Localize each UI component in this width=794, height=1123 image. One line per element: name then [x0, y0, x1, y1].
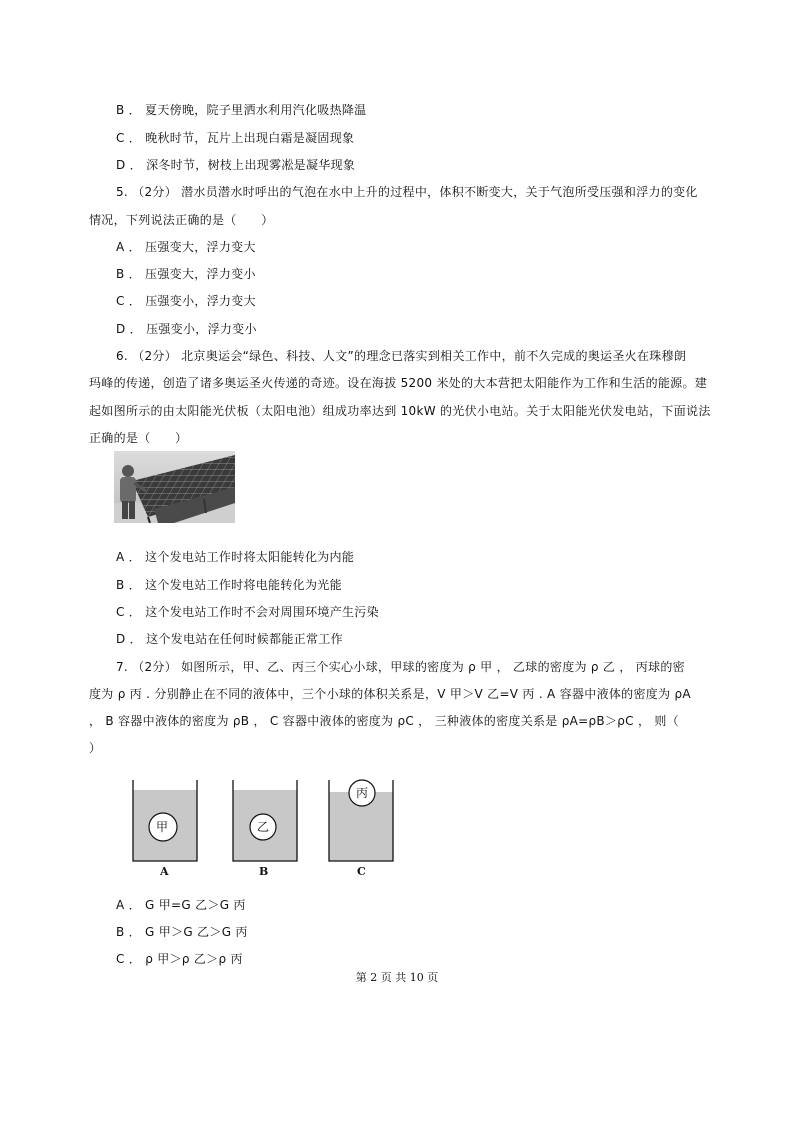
q6-option-a: A ． 这个发电站工作时将太阳能转化为内能 [116, 550, 355, 564]
q7-option-a: A ． G 甲=G 乙＞G 丙 [116, 898, 246, 912]
solar-panel-photo [114, 451, 235, 523]
q6-option-b: B ． 这个发电站工作时将电能转化为光能 [116, 578, 342, 592]
ball-label-yi: 乙 [257, 820, 270, 834]
q4-option-c: C ． 晚秋时节，瓦片上出现白霜是凝固现象 [116, 131, 355, 145]
q5-stem-line2: 情况，下列说法正确的是（ ） [89, 213, 274, 227]
container-label-a: A [160, 865, 169, 878]
q5-stem-line1: 5. （2分） 潜水员潜水时呼出的气泡在水中上升的过程中，体积不断变大，关于气泡所受压强和浮力的变化 [116, 185, 698, 199]
q6-stem-line1: 6. （2分） 北京奥运会“绿色、科技、人文”的理念已落实到相关工作中，前不久完成的奥运圣火在珠穆朗 [116, 349, 687, 363]
q5-option-d: D ． 压强变小，浮力变小 [116, 322, 257, 336]
q7-stem-line2: 度为 ρ 丙 . 分别静止在不同的液体中，三个小球的体积关系是，V 甲＞V 乙=V 丙 . A 容器中液体的密度为 ρA [89, 687, 691, 701]
q5-option-a: A ． 压强变大，浮力变大 [116, 240, 256, 254]
q6-option-d: D ． 这个发电站在任何时候都能正常工作 [116, 632, 343, 646]
container-label-b: B [259, 865, 269, 878]
q5-option-c: C ． 压强变小，浮力变大 [116, 294, 256, 308]
q7-option-c: C ． ρ 甲＞ρ 乙＞ρ 丙 [116, 952, 243, 966]
q4-option-b: B ． 夏天傍晚，院子里洒水利用汽化吸热降温 [116, 103, 367, 117]
ball-label-jia: 甲 [156, 820, 169, 834]
q7-stem-line1: 7. （2分） 如图所示，甲、乙、丙三个实心小球，甲球的密度为 ρ 甲 ， 乙球的密度为 ρ 乙 ， 丙球的密 [116, 660, 685, 674]
ball-label-bing: 丙 [356, 786, 369, 800]
q6-stem-line2: 玛峰的传递，创造了诸多奥运圣火传递的奇迹。设在海拔 5200 米处的大本营把太阳能作为工作和生活的能源。建 [89, 376, 708, 390]
q7-option-b: B ． G 甲＞G 乙＞G 丙 [116, 925, 248, 939]
q6-option-c: C ． 这个发电站工作时不会对周围环境产生污染 [116, 605, 379, 619]
containers-figure [120, 776, 400, 884]
container-label-c: C [357, 865, 366, 878]
q6-stem-line3: 起如图所示的由太阳能光伏板（太阳电池）组成功率达到 10kW 的光伏小电站。关于太阳能光伏发电站，下面说法 [89, 404, 711, 418]
q6-stem-line4: 正确的是（ ） [89, 431, 188, 445]
q7-stem-line4: ） [89, 741, 102, 755]
q7-stem-line3: ， B 容器中液体的密度为 ρB ， C 容器中液体的密度为 ρC ， 三种液体的密度关系是 ρA=ρB＞ρC ， 则（ [89, 714, 679, 728]
page-footer: 第 2 页 共 10 页 [355, 971, 439, 984]
q4-option-d: D ． 深冬时节，树枝上出现雾凇是凝华现象 [116, 158, 356, 172]
q5-option-b: B ． 压强变大，浮力变小 [116, 267, 256, 281]
